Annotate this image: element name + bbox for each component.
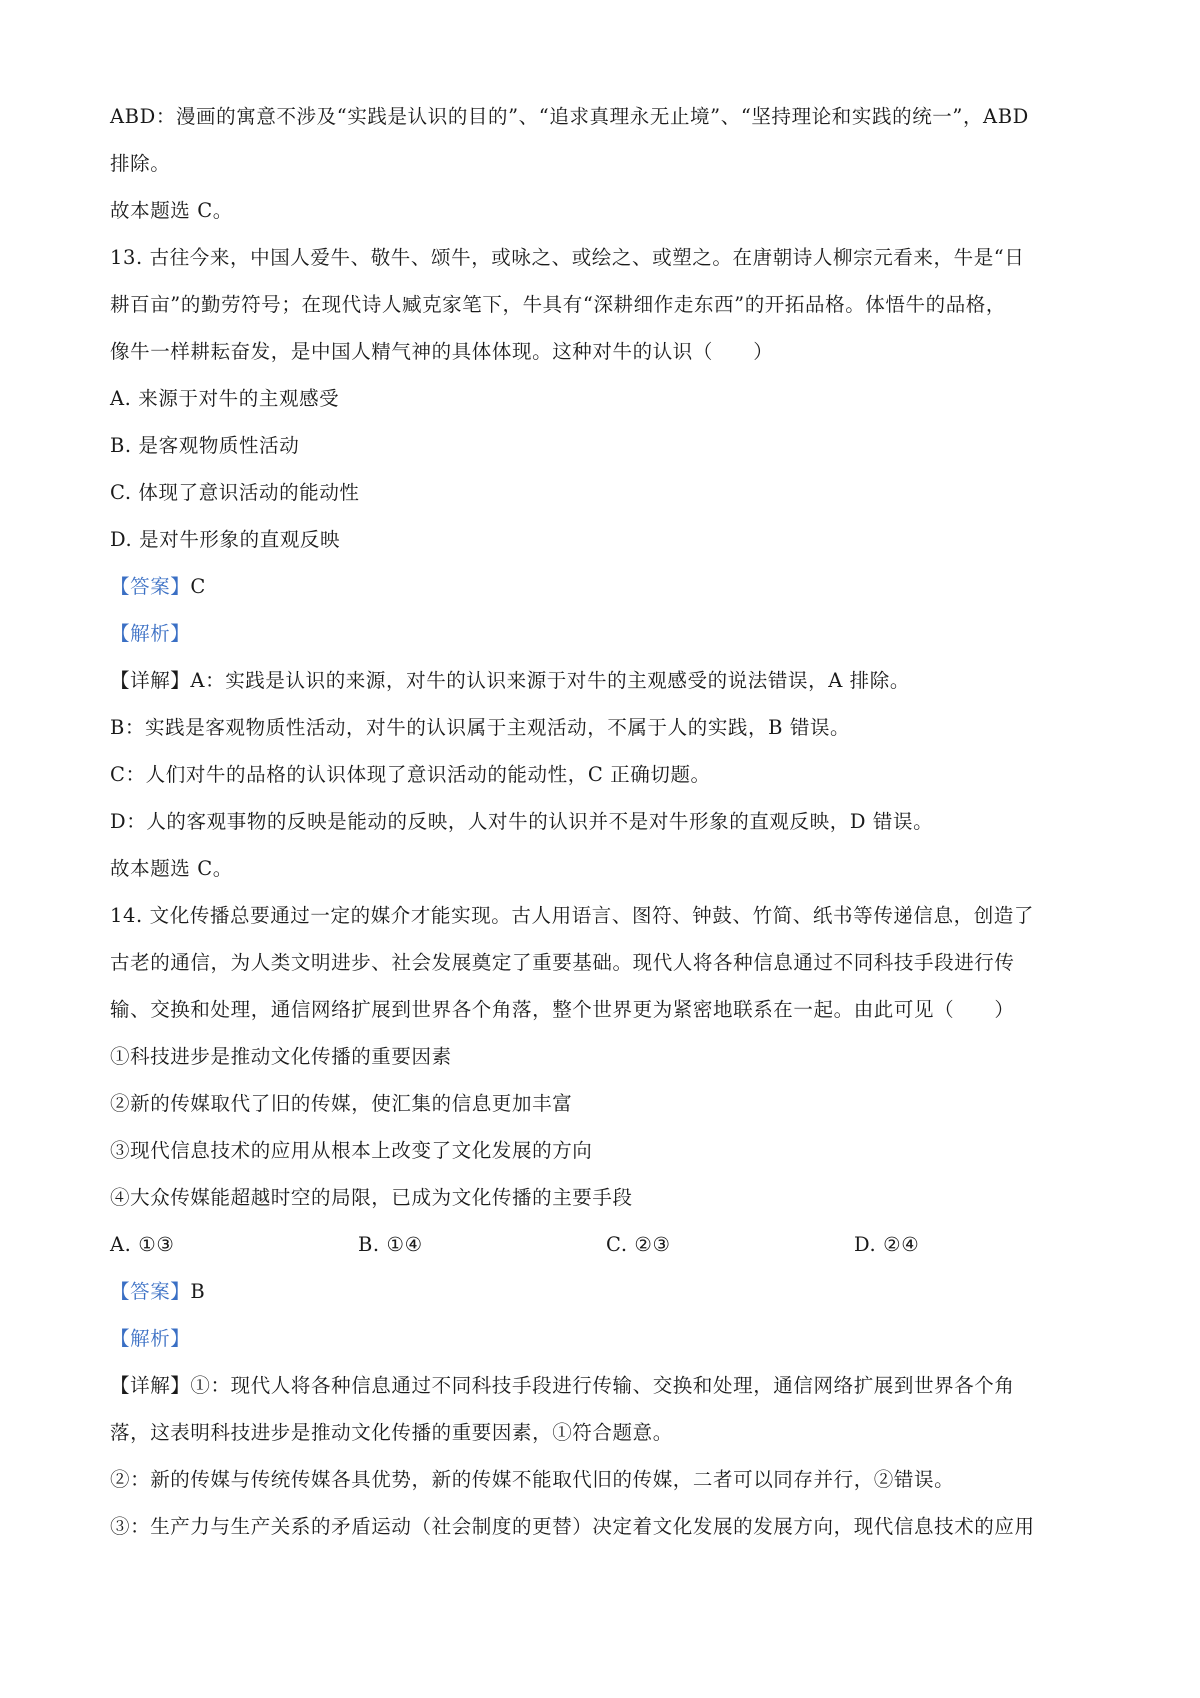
document-page: [110, 93, 1110, 1550]
question-13-stem: [110, 234, 1110, 281]
text-content: C. 体现了意识活动的能动性: [110, 481, 360, 504]
text-content: D. 是对牛形象的直观反映: [110, 528, 341, 551]
option-c: [110, 469, 1110, 516]
text-line: [110, 798, 1110, 845]
analysis-line: [110, 1315, 1110, 1362]
text-line: [110, 187, 1110, 234]
text-line: [110, 93, 1110, 140]
question-13-stem: [110, 328, 1110, 375]
answer-line: [110, 1268, 1110, 1315]
question-14-stem: [110, 892, 1110, 939]
text-content: 耕百亩”的勤劳符号；在现代诗人臧克家笔下，牛具有“深耕细作走东西”的开拓品格。体悟牛的品格，: [110, 293, 1007, 316]
analysis-line: [110, 610, 1110, 657]
text-line: [110, 845, 1110, 892]
answer-tag: 【答案】: [110, 575, 191, 598]
detail-text: ①：现代人将各种信息通过不同科技手段进行传输、交换和处理，通信网络扩展到世界各个角: [190, 1374, 1015, 1397]
text-content: 排除。: [110, 152, 171, 175]
text-line: [110, 751, 1110, 798]
text-content: C：人们对牛的品格的认识体现了意识活动的能动性，C 正确切题。: [110, 763, 711, 786]
text-line: [110, 704, 1110, 751]
text-content: A. 来源于对牛的主观感受: [110, 387, 340, 410]
analysis-tag: 【解析】: [110, 622, 191, 645]
text-line: [110, 140, 1110, 187]
text-content: 像牛一样耕耘奋发，是中国人精气神的具体体现。这种对牛的认识（ ）: [110, 340, 774, 363]
statement-4: [110, 1174, 1110, 1221]
question-13-stem: [110, 281, 1110, 328]
text-content: ABD：漫画的寓意不涉及“实践是认识的目的”、“追求真理永无止境”、“坚持理论和实践的统一”，ABD: [110, 105, 1029, 128]
detail-tag: 【详解】: [110, 1374, 191, 1397]
answer-line: [110, 563, 1110, 610]
analysis-tag: 【解析】: [110, 1327, 191, 1350]
option-b: B. ①④: [358, 1233, 423, 1256]
text-line: [110, 1409, 1110, 1456]
text-content: B. 是客观物质性活动: [110, 434, 300, 457]
option-d: [110, 516, 1110, 563]
option-c: C. ②③: [606, 1233, 671, 1256]
text-content: B：实践是客观物质性活动，对牛的认识属于主观活动，不属于人的实践，B 错误。: [110, 716, 851, 739]
text-content: 输、交换和处理，通信网络扩展到世界各个角落，整个世界更为紧密地联系在一起。由此可见（ ）: [110, 998, 1015, 1021]
detail-tag: 【详解】: [110, 669, 191, 692]
text-content: ①科技进步是推动文化传播的重要因素: [110, 1045, 452, 1068]
answer-tag: 【答案】: [110, 1280, 191, 1303]
text-content: ④大众传媒能超越时空的局限，已成为文化传播的主要手段: [110, 1186, 633, 1209]
text-content: 13. 古往今来，中国人爱牛、敬牛、颂牛，或咏之、或绘之、或塑之。在唐朝诗人柳宗元看来，牛是“日: [110, 246, 1025, 269]
detail-line: [110, 657, 1110, 704]
text-content: ③现代信息技术的应用从根本上改变了文化发展的方向: [110, 1139, 593, 1162]
option-b: [110, 422, 1110, 469]
text-content: 故本题选 C。: [110, 857, 233, 880]
statement-2: [110, 1080, 1110, 1127]
text-content: ②新的传媒取代了旧的传媒，使汇集的信息更加丰富: [110, 1092, 573, 1115]
text-content: 14. 文化传播总要通过一定的媒介才能实现。古人用语言、图符、钟鼓、竹简、纸书等传递信息，创造了: [110, 904, 1035, 927]
answer-value: C: [190, 575, 206, 598]
text-line: [110, 1456, 1110, 1503]
answer-value: B: [190, 1280, 206, 1303]
statement-1: [110, 1033, 1110, 1080]
text-content: 落，这表明科技进步是推动文化传播的重要因素，①符合题意。: [110, 1421, 673, 1444]
question-14-stem: [110, 939, 1110, 986]
text-content: 古老的通信，为人类文明进步、社会发展奠定了重要基础。现代人将各种信息通过不同科技手段进行传: [110, 951, 1015, 974]
text-content: ③：生产力与生产关系的矛盾运动（社会制度的更替）决定着文化发展的发展方向，现代信息技术的应用: [110, 1515, 1035, 1538]
text-content: 故本题选 C。: [110, 199, 233, 222]
text-content: ②：新的传媒与传统传媒各具优势，新的传媒不能取代旧的传媒，二者可以同存并行，②错误。: [110, 1468, 955, 1491]
detail-text: A：实践是认识的来源，对牛的认识来源于对牛的主观感受的说法错误，A 排除。: [190, 669, 910, 692]
option-a: A. ①③: [110, 1233, 175, 1256]
option-d: D. ②④: [854, 1233, 920, 1256]
option-a: [110, 375, 1110, 422]
detail-line: [110, 1362, 1110, 1409]
text-line: [110, 1503, 1110, 1550]
text-content: D：人的客观事物的反映是能动的反映，人对牛的认识并不是对牛形象的直观反映，D 错误。: [110, 810, 934, 833]
statement-3: [110, 1127, 1110, 1174]
question-14-stem: [110, 986, 1110, 1033]
question-14-options: [110, 1221, 1110, 1268]
